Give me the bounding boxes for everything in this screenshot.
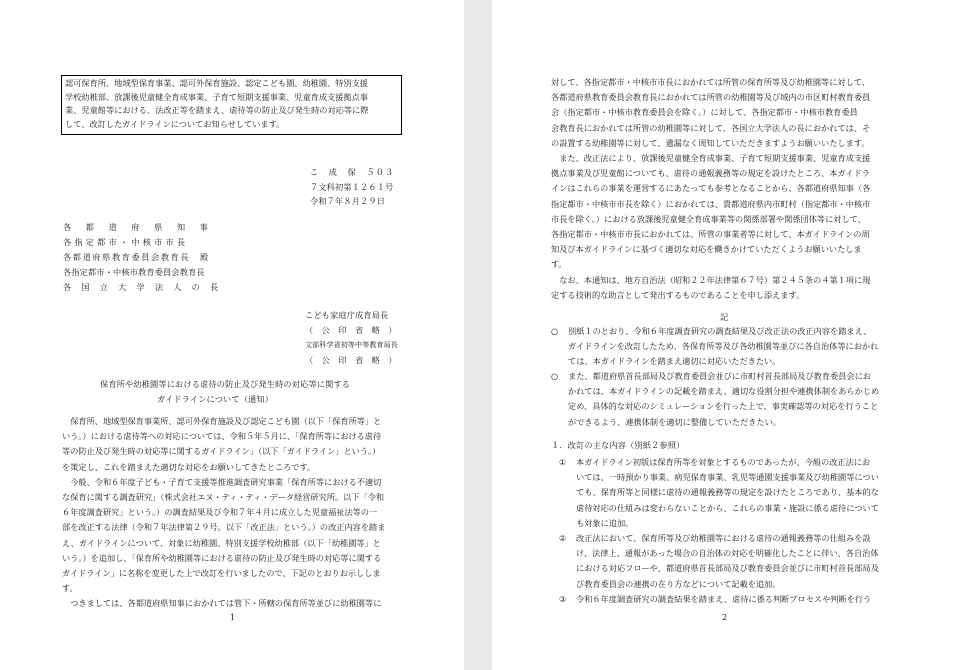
item-line: ては、本ガイドラインを踏まえ適切に対応いただきたい。 [568, 356, 781, 367]
page1-body [62, 414, 385, 612]
item-line: 定め、具体的な対応のシミュレーションを行った上で、事実確認等の対応を行うこと [568, 401, 879, 412]
body-line: いう。）における虐待等への対応については、令和５年５月に、「保育所等における虐待 [62, 431, 382, 442]
body-line: インはこれらの事業を運営するにあたっても参考となることから、各都道府県知事（各 [551, 183, 871, 194]
circle-bullet: ○ [551, 371, 559, 381]
body-line: 知及び本ガイドラインに基づく適切な対応を働きかけていただくようお願いいたしま [551, 244, 862, 255]
sender-2: 文部科学省初等中等教育局長 [305, 341, 398, 349]
body-line: え、ガイドラインについて、対象に幼稚園、特別支援学校幼稚部（以下「幼稚園等」と [62, 537, 381, 548]
page-number: 2 [722, 613, 728, 622]
summary-box-text [65, 77, 398, 131]
page-number: 1 [230, 613, 236, 622]
body-line: ガイドライン」に名称を変更した上で改訂を行いましたので、下記のとおりお示ししま [62, 568, 381, 579]
item-line: ても、保育所等と同様に虐待の通報義務等の規定を設けたところであり、基本的な [576, 487, 879, 498]
doc-number-2: ７文科初第１２６１号 [310, 182, 394, 192]
body-line: 保育所、地域型保育事業所、認可外保育施設及び認定こども園（以下「保育所等」と [62, 416, 382, 426]
item-line: かれては、本ガイドラインの記載を踏まえ、適切な役割分担や連携体制をあらかじめ [568, 386, 880, 397]
summary-line: 認可保育所、地域型保育事業、認可外保育施設、認定こども園、幼稚園、特別支援 [65, 78, 368, 88]
sender-1: こども家庭庁成育局長 [305, 310, 389, 320]
notice-title-2: ガイドラインについて（通知） [157, 394, 274, 404]
addressee-5: 各 国 立 大 学 法 人 の 長 [63, 282, 220, 292]
item-line: いては、一時預かり事業、病児保育事業、乳児等通園支援事業及び幼稚園等につい [576, 472, 879, 483]
body-line: 指定都市・中核市市長を除く）におかれては、貴都道府県内市町村（指定都市・中核市 [551, 198, 871, 209]
body-line: 拠点事業及び児童館についても、虐待の通報義務等の規定を設けたところ、本ガイドラ [551, 168, 870, 179]
item-line: ができるよう、連携体制を適切に整備していただきたい。 [568, 416, 781, 427]
body-line: ６年度調査研究」という。）の調査結果及び令和７年４月に成立した児童福祉法等の一 [62, 507, 378, 518]
page-gap [464, 0, 492, 670]
item-line: 令和６年度調査研究の調査結果を踏まえ、虐待に係る判断プロセスや判断を行う [576, 594, 872, 604]
body-line: 各都道府県教育委員会教育長におかれては所管の幼稚園等及び域内の市区町村教育委員 [551, 92, 871, 103]
addressee-4: 各指定都市・中核市教育委員会教育長 [63, 267, 205, 277]
body-line: 今般、令和６年度子ども・子育て支援等推進調査研究事業「保育所等における不適切 [62, 476, 382, 487]
item-line: 改正法において、保育所等及び幼稚園等における虐待の通報義務等の仕組みを設 [576, 533, 871, 543]
body-line: なお、本通知は、地方自治法（昭和２２年法律第６７号）第２４５条の４第１項に規 [551, 274, 871, 285]
item-line: また、都道府県首長部局及び教育委員会並びに市町村首長部局及び教育委員会にお [568, 371, 871, 381]
item-line: 虐待対応の仕組みは変わらないことから、これらの事業・施設に係る虐待について [576, 502, 879, 513]
circle-item-2 [551, 369, 879, 430]
body-line: 市長を除く。）における放課後児童健全育成事業等の関係部署や関係団体等に対して、 [551, 213, 866, 224]
summary-box [61, 75, 402, 135]
body-line: 会教育長におかれては所管の幼稚園等に対して、各国立大学法人の長におかれては、そ [551, 122, 871, 133]
document-page-2 [492, 0, 957, 670]
body-line: いう。）を追加し、「保育所や幼稚園等における虐待の防止及び発生時の対応等に関する [62, 552, 382, 563]
addressee-1: 各 都 道 府 県 知 事 [63, 222, 212, 232]
numbered-item-1 [559, 455, 879, 531]
item-line: も対象に追加。 [576, 517, 634, 528]
number-bullet: ② [559, 533, 567, 543]
body-line: 各指定都市・中核市市長におかれては、所管の事業者等に対して、本ガイドラインの周 [551, 229, 870, 240]
body-line: 等の防止及び発生時の対応等に関するガイドライン」（以下「ガイドライン」という。） [62, 446, 381, 457]
item-line: 別紙１のとおり、令和６年度調査研究の調査結果及び改正法の改正内容を踏まえ、 [568, 326, 872, 336]
doc-number: こ 成 保 ５０３ [310, 167, 395, 177]
number-bullet: ① [559, 457, 567, 467]
page2-body [551, 75, 870, 303]
body-line: 会（指定都市・中核市教育委員会を除く。）に対して、各指定都市・中核市教育委員 [551, 107, 858, 118]
body-line: つきましては、各都道府県知事におかれては管下・所轄の保育所等並びに幼稚園等に [62, 598, 382, 609]
item-line: 本ガイドライン初版は保育所等を対象とするものであったが、今般の改正法にお [576, 457, 871, 467]
summary-line: 学校幼稚部、放課後児童健全育成事業、子育て短期支援事業、児童育成支援拠点事 [65, 91, 368, 102]
doc-date: 令和７年８月２９日 [310, 196, 386, 206]
circle-item-1 [551, 324, 878, 370]
body-line: な保育に関する調査研究」（株式会社エヌ・ティ・ティ・データ経営研究所。以下「令和 [62, 492, 385, 503]
item-line: ガイドラインを改訂したため、各保育所等及び各幼稚園等並びに各自治体等におかれ [568, 341, 879, 352]
item-line: け、法律上、通報があった場合の自治体の対応を明確化したことに伴い、各自治体 [576, 548, 879, 559]
section-heading: １．改訂の主な内容（別紙２参照） [551, 440, 685, 450]
item-line: における対応フローや、都道府県首長部局及び教育委員会並びに市町村首長部局及 [576, 563, 879, 574]
circle-bullet: ○ [551, 326, 559, 336]
body-line: 部を改正する法律（令和７年法律第２９号。以下「改正法」という。）の改正内容を踏ま [62, 522, 386, 533]
body-line: 定する技術的な助言として発出するものであることを申し添えます。 [551, 289, 805, 300]
numbered-item-2 [559, 531, 879, 592]
body-line: の設置する幼稚園等に対して、遺漏なく周知していただきますようお願いいたします。 [551, 137, 870, 148]
numbered-item-3 [559, 592, 871, 607]
sender-1-seal: （ 公 印 省 略 ） [305, 325, 397, 335]
summary-line: 業、児童館等における、法改正等を踏まえ、虐待等の防止及び発生時の対応等に際 [65, 105, 369, 115]
body-line: 対して、各指定都市・中核市市長におかれては所管の保育所等及び幼稚園等に対して、 [551, 77, 870, 87]
sender-2-seal: （ 公 印 省 略 ） [305, 355, 397, 365]
item-line: び教育委員会の連携の在り方などについて記載を追加。 [576, 578, 781, 589]
addressee-2: 各指定都市・中核市市長 [63, 237, 189, 247]
ki-heading: 記 [720, 312, 729, 322]
body-line: を策定し、これを踏まえた適切な対応をお願いしてきたところです。 [62, 461, 316, 472]
summary-line: して、改訂したガイドラインについてお知らせしています。 [65, 118, 285, 129]
notice-title-1: 保育所や幼稚園等における虐待の防止及び発生時の対応等に関する [100, 379, 351, 389]
body-line: す。 [551, 259, 567, 270]
addressee-3: 各都道府県教育委員会教育長 殿 [63, 252, 210, 262]
number-bullet: ③ [559, 594, 567, 604]
body-line: また、改正法により、放課後児童健全育成事業、子育て短期支援事業、児童育成支援 [551, 153, 871, 164]
document-page-1 [0, 0, 464, 670]
body-line: す。 [62, 583, 78, 594]
